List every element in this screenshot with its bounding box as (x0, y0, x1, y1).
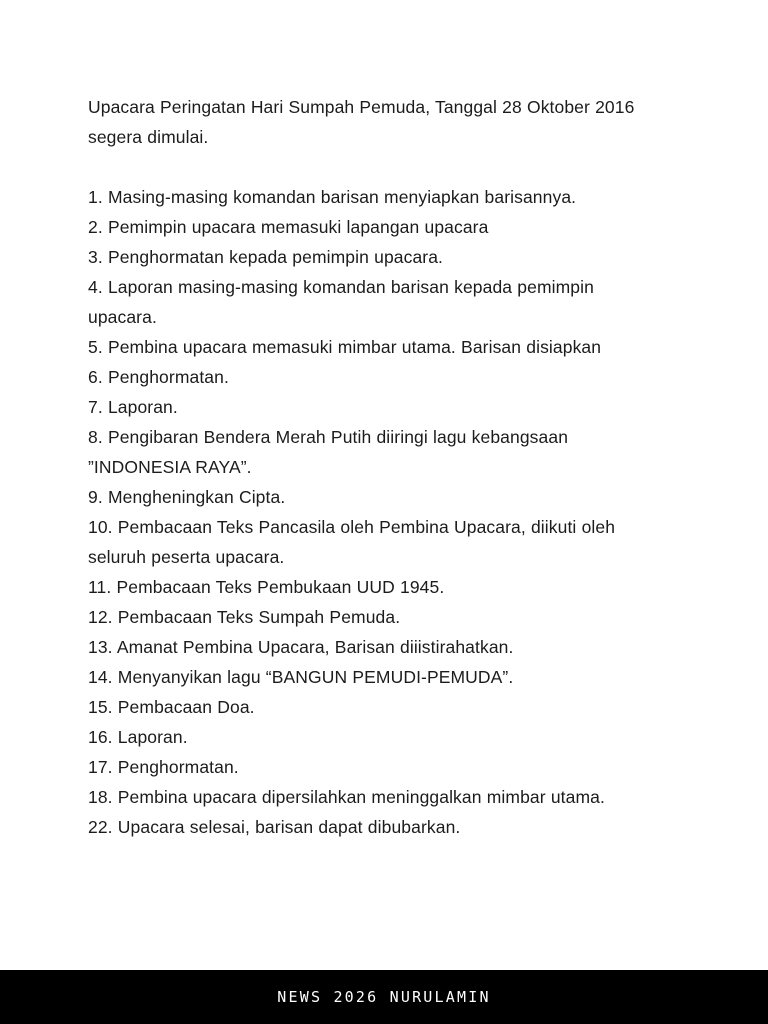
list-item: 11. Pembacaan Teks Pembukaan UUD 1945. (88, 577, 445, 597)
list-item: 15. Pembacaan Doa. (88, 697, 255, 717)
list-item: 2. Pemimpin upacara memasuki lapangan upacara (88, 217, 489, 237)
document-text-block (88, 92, 654, 842)
list-item: 8. Pengibaran Bendera Merah Putih diiringi lagu kebangsaan ”INDONESIA RAYA”. (88, 427, 569, 477)
intro-paragraph-group (88, 92, 654, 152)
list-item: 9. Mengheningkan Cipta. (88, 487, 286, 507)
list-item: 14. Menyanyikan lagu “BANGUN PEMUDI-PEMUDA”. (88, 667, 514, 687)
list-item: 7. Laporan. (88, 397, 178, 417)
list-item: 17. Penghormatan. (88, 757, 239, 777)
watermark-text: NEWS 2026 NURULAMIN (277, 988, 491, 1006)
ceremony-steps-list (88, 182, 654, 842)
list-item: 18. Pembina upacara dipersilahkan meninggalkan mimbar utama. (88, 787, 605, 807)
list-item: 13. Amanat Pembina Upacara, Barisan diiistirahatkan. (88, 637, 514, 657)
list-item: 6. Penghormatan. (88, 367, 229, 387)
list-item: 10. Pembacaan Teks Pancasila oleh Pembina Upacara, diikuti oleh seluruh peserta upacara. (88, 517, 616, 567)
footer-watermark-bar (0, 970, 768, 1024)
list-item: 22. Upacara selesai, barisan dapat dibubarkan. (88, 817, 461, 837)
list-item: 16. Laporan. (88, 727, 188, 747)
list-item: 12. Pembacaan Teks Sumpah Pemuda. (88, 607, 401, 627)
intro-paragraph: Upacara Peringatan Hari Sumpah Pemuda, Tanggal 28 Oktober 2016 segera dimulai. (88, 97, 635, 147)
list-item: 4. Laporan masing-masing komandan barisan kepada pemimpin upacara. (88, 277, 594, 327)
list-item: 1. Masing-masing komandan barisan menyiapkan barisannya. (88, 187, 577, 207)
list-item: 5. Pembina upacara memasuki mimbar utama. Barisan disiapkan (88, 337, 602, 357)
list-item: 3. Penghormatan kepada pemimpin upacara. (88, 247, 444, 267)
